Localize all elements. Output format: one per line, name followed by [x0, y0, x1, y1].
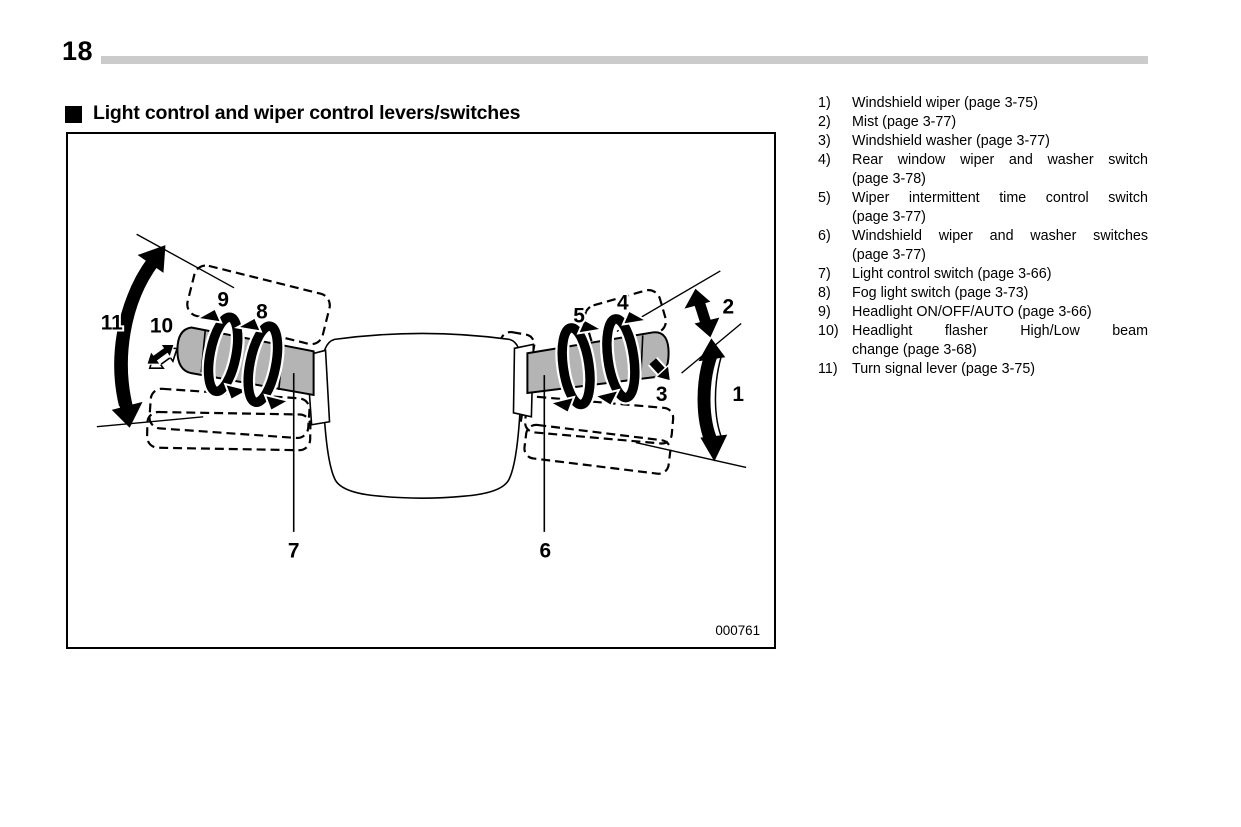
arrow-2-icon — [685, 289, 720, 338]
legend-item-number: 4) — [818, 152, 831, 168]
callout-label-6: 6 — [539, 539, 552, 563]
legend-item-number: 8) — [818, 285, 831, 301]
header-rule — [101, 56, 1148, 64]
legend-item-text: Headlight ON/OFF/AUTO (page 3-66) — [852, 304, 1092, 320]
legend-item-text: Fog light switch (page 3-73) — [852, 285, 1029, 301]
legend-item-1 — [818, 94, 1148, 113]
legend-item-2 — [818, 113, 1148, 132]
callout-label-10: 10 — [149, 314, 174, 338]
callout-label-5: 5 — [573, 304, 585, 328]
legend-item-text: Headlight flasher High/Low beam — [852, 323, 1148, 339]
legend-item-number: 9) — [818, 304, 831, 320]
legend-item-11 — [818, 360, 1148, 379]
legend-item-number: 10) — [818, 323, 839, 339]
legend-item-text: (page 3-77) — [852, 209, 926, 225]
section-bullet-icon — [65, 106, 82, 123]
page-number: 18 — [62, 36, 94, 66]
legend-item-3 — [818, 132, 1148, 151]
steering-controls-diagram — [68, 134, 774, 647]
callout-label-8: 8 — [256, 300, 268, 324]
legend-item-text: Rear window wiper and washer switch — [852, 152, 1148, 168]
callout-label-2: 2 — [722, 295, 735, 319]
legend-item-text: Windshield wiper and washer switches — [852, 228, 1148, 244]
legend-item-text: Windshield washer (page 3-77) — [852, 133, 1050, 149]
steering-wheel-outline — [322, 333, 521, 498]
legend-item-text: change (page 3-68) — [852, 342, 977, 358]
legend-item-number: 3) — [818, 133, 831, 149]
legend-item-9 — [818, 303, 1148, 322]
arrow-1-icon — [698, 338, 727, 461]
legend-item-text: Light control switch (page 3-66) — [852, 266, 1052, 282]
legend-item-5 — [818, 189, 1148, 227]
legend-item-text: (page 3-78) — [852, 171, 926, 187]
legend-item-number: 7) — [818, 266, 831, 282]
legend-item-number: 1) — [818, 95, 831, 111]
legend-item-number: 11) — [818, 361, 838, 377]
section-title-text: Light control and wiper control levers/switches — [93, 102, 521, 124]
legend-item-text: Windshield wiper (page 3-75) — [852, 95, 1038, 111]
figure-panel — [66, 132, 776, 649]
section-title — [65, 102, 520, 125]
legend-item-number: 5) — [818, 190, 831, 206]
legend-item-6 — [818, 227, 1148, 265]
figure-number: 000761 — [715, 623, 761, 639]
callout-label-1: 1 — [732, 382, 745, 406]
callout-label-11: 11 — [100, 311, 123, 335]
callout-label-7: 7 — [287, 539, 300, 563]
callout-label-9: 9 — [217, 288, 229, 312]
legend-item-number: 2) — [818, 114, 831, 130]
legend-item-text: Mist (page 3-77) — [852, 114, 957, 130]
legend-item-10 — [818, 322, 1148, 360]
legend-item-text: (page 3-77) — [852, 247, 926, 263]
callout-label-4: 4 — [617, 291, 629, 315]
legend-item-text: Wiper intermittent time control switch — [852, 190, 1148, 206]
legend-list — [818, 94, 1148, 379]
legend-item-4 — [818, 151, 1148, 189]
right-lever — [527, 332, 668, 393]
legend-item-7 — [818, 265, 1148, 284]
legend-item-text: Turn signal lever (page 3-75) — [852, 361, 1036, 377]
legend-item-8 — [818, 284, 1148, 303]
arrow-10-icon — [142, 338, 182, 375]
callout-label-3: 3 — [655, 382, 668, 406]
legend-item-number: 6) — [818, 228, 831, 244]
